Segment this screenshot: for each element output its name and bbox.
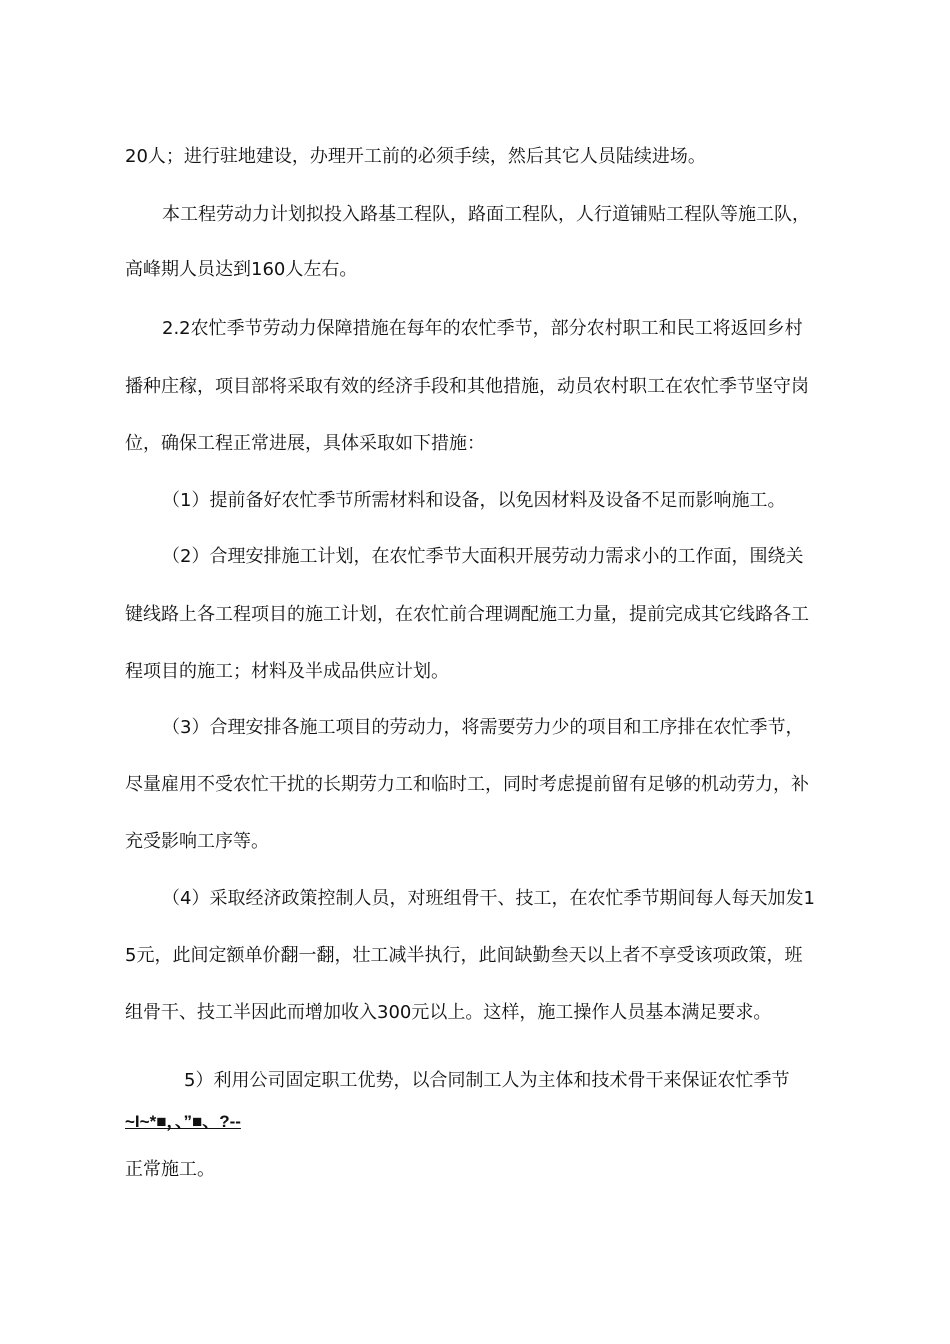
text-line-8: （2）合理安排施工计划，在农忙季节大面积开展劳动力需求小的工作面，围绕关 xyxy=(162,546,804,567)
text-line-3: 高峰期人员达到160人左右。 xyxy=(125,259,358,280)
text-line-12: 尽量雇用不受农忙干扰的长期劳力工和临时工，同时考虑提前留有足够的机动劳力，补 xyxy=(125,774,809,795)
text-line-15: 5元，此间定额单价翻一翻，壮工减半执行，此间缺勤叁天以上者不享受该项政策，班 xyxy=(125,945,803,966)
text-line-10: 程项目的施工；材料及半成品供应计划。 xyxy=(125,661,449,682)
text-line-5: 播种庄稼，项目部将采取有效的经济手段和其他措施，动员农村职工在农忙季节坚守岗 xyxy=(125,376,809,397)
text-line-2: 本工程劳动力计划拟投入路基工程队，路面工程队，人行道铺贴工程队等施工队， xyxy=(162,204,810,225)
text-line-19: 正常施工。 xyxy=(125,1159,215,1180)
text-line-11: （3）合理安排各施工项目的劳动力，将需要劳力少的项目和工序排在农忙季节， xyxy=(162,717,804,738)
text-line-7: （1）提前备好农忙季节所需材料和设备，以免因材料及设备不足而影响施工。 xyxy=(162,490,786,511)
text-line-6: 位，确保工程正常进展，具体采取如下措施： xyxy=(125,433,485,454)
text-line-4: 2.2农忙季节劳动力保障措施在每年的农忙季节，部分农村职工和民工将返回乡村 xyxy=(162,318,803,339)
text-line-16: 组骨干、技工半因此而增加收入300元以上。这样，施工操作人员基本满足要求。 xyxy=(125,1002,772,1023)
garbled-text-artifact: ~I~*■，、”■、?-- xyxy=(125,1112,241,1131)
text-line-14: （4）采取经济政策控制人员，对班组骨干、技工，在农忙季节期间每人每天加发1 xyxy=(162,888,815,909)
text-line-1: 20人；进行驻地建设，办理开工前的必须手续，然后其它人员陆续进场。 xyxy=(125,146,706,167)
text-line-13: 充受影响工序等。 xyxy=(125,831,269,852)
text-line-17: 5）利用公司固定职工优势，以合同制工人为主体和技术骨干来保证农忙季节 xyxy=(184,1070,790,1091)
text-line-9: 键线路上各工程项目的施工计划，在农忙前合理调配施工力量，提前完成其它线路各工 xyxy=(125,604,809,625)
